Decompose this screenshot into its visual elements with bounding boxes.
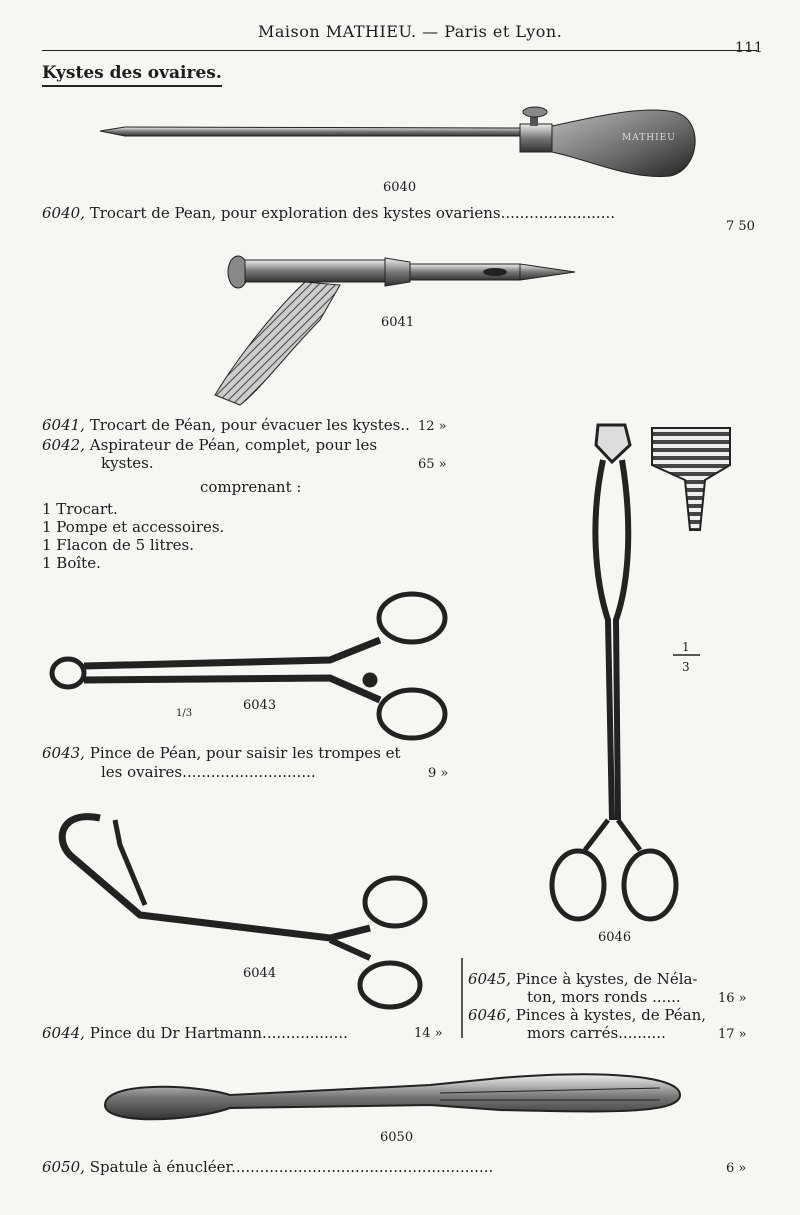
list-item: 1 Pompe et accessoires.	[42, 518, 225, 536]
entry-6043-price: 9 »	[428, 766, 449, 781]
forceps-6046-drawing	[552, 425, 730, 919]
section-title: Kystes des ovaires.	[42, 63, 222, 87]
entry-number: 6045,	[468, 970, 511, 988]
trocar-6040-drawing	[100, 107, 695, 177]
figure-6046-caption: 6046	[598, 930, 632, 945]
entry-6050: 6050, Spatule à énucléer.......................................................	[42, 1158, 494, 1176]
page-number: 111	[735, 40, 764, 56]
entry-number: 6041,	[42, 416, 85, 434]
figure-6040-caption: 6040	[383, 180, 417, 195]
entry-6046-line2: mors carrés..........	[527, 1024, 666, 1042]
entry-text: Spatule à énucléer	[89, 1158, 232, 1176]
list-item: 1 Trocart.	[42, 500, 118, 518]
entry-6042	[42, 436, 377, 454]
entry-text: Pinces à kystes, de Péan,	[515, 1006, 707, 1024]
figure-6041-caption: 6041	[381, 315, 415, 330]
entry-6042-line2: kystes.	[101, 454, 154, 472]
component-list	[42, 500, 224, 572]
entry-number: 6044,	[42, 1024, 85, 1042]
entry-6041	[42, 416, 410, 434]
entry-6042-price: 65 »	[418, 457, 447, 472]
page-header: Maison MATHIEU. — Paris et Lyon.	[258, 22, 563, 41]
comprenant-label: comprenant :	[200, 478, 302, 496]
forceps-6043-drawing	[52, 594, 445, 738]
list-item: 1 Boîte.	[42, 554, 101, 572]
entry-text: Trocart de Péan, pour évacuer les kystes..	[89, 416, 410, 434]
entry-6044: 6044, Pince du Dr Hartmann..................	[42, 1024, 348, 1042]
maker-stamp: MATHIEU	[622, 133, 676, 143]
entry-6044-price: 14 »	[414, 1026, 443, 1041]
entry-text: Pince à kystes, de Néla-	[515, 970, 698, 988]
entry-6046	[468, 1006, 706, 1024]
figure-6050-caption: 6050	[380, 1130, 414, 1145]
entry-6045-price: 16 »	[718, 991, 747, 1006]
trocar-6041-drawing	[215, 256, 575, 405]
entry-6045	[468, 970, 698, 988]
figure-6044-caption: 6044	[243, 966, 277, 981]
entry-number: 6046,	[468, 1006, 511, 1024]
entry-6045-line2: ton, mors ronds ......	[527, 988, 681, 1006]
entry-6040-price: 7 50	[726, 219, 755, 234]
entry-text: Trocart de Pean, pour exploration des kystes ovariens	[89, 204, 501, 222]
figure-6046-scale-num: 1	[682, 640, 690, 654]
entry-6050-price: 6 »	[726, 1161, 747, 1176]
figure-6043-caption: 6043	[243, 698, 277, 713]
entry-number: 6042,	[42, 436, 85, 454]
entry-6046-price: 17 »	[718, 1027, 747, 1042]
entry-6043-line2: les ovaires............................	[101, 763, 316, 781]
entry-text: Aspirateur de Péan, complet, pour les	[89, 436, 378, 454]
entry-number: 6050,	[42, 1158, 85, 1176]
entry-text: Pince de Péan, pour saisir les trompes et	[89, 744, 401, 762]
figure-6046-scale-den: 3	[682, 660, 690, 674]
entry-6043	[42, 744, 401, 762]
entry-text: Pince du Dr Hartmann	[89, 1024, 263, 1042]
figure-6043-scale: 1/3	[176, 708, 193, 719]
entry-number: 6040,	[42, 204, 85, 222]
entry-6040: 6040, Trocart de Pean, pour exploration des kystes ovariens........................	[42, 204, 615, 222]
spatula-6050-drawing	[105, 1074, 680, 1119]
entry-6041-price: 12 »	[418, 419, 447, 434]
entry-number: 6043,	[42, 744, 85, 762]
list-item: 1 Flacon de 5 litres.	[42, 536, 195, 554]
